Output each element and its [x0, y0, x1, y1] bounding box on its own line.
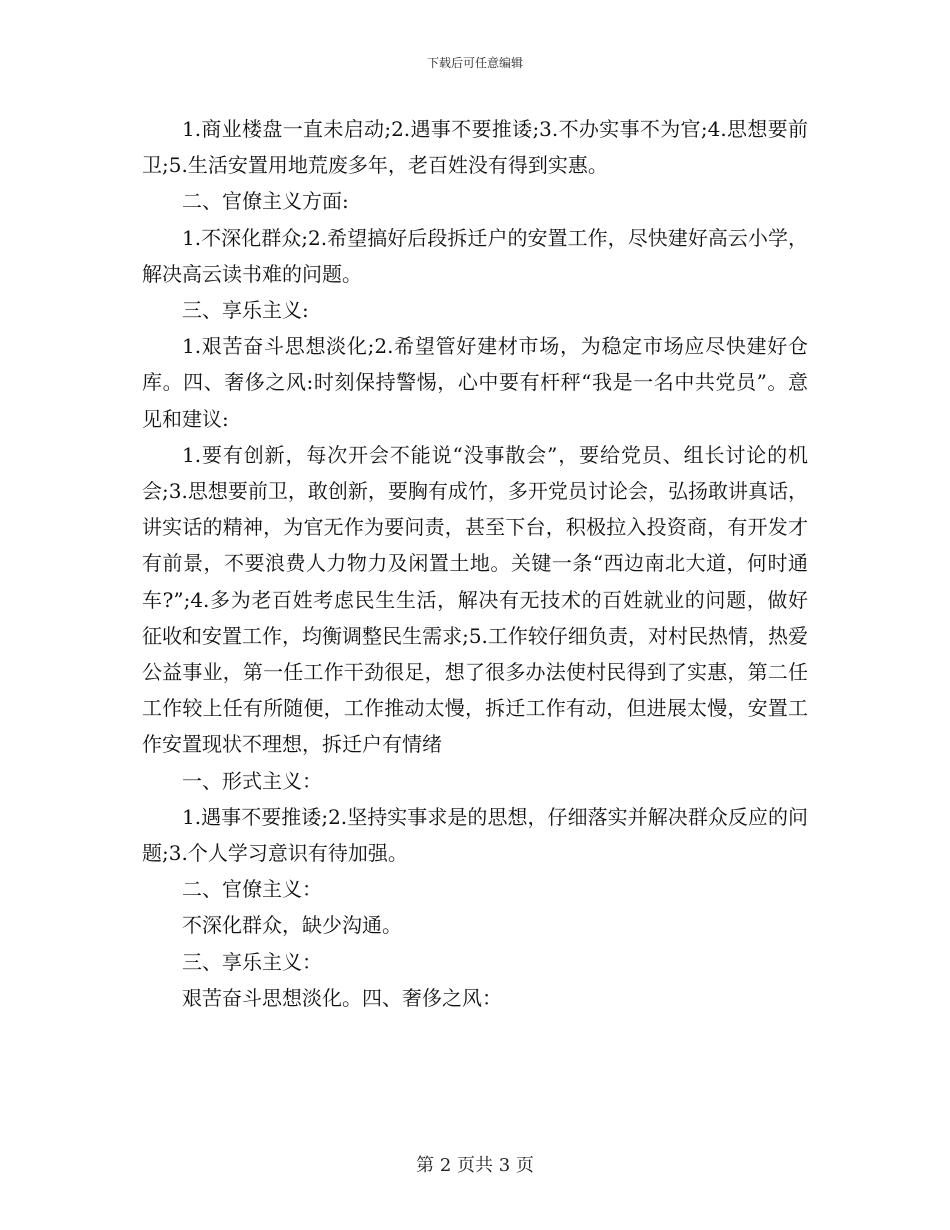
- paragraph-2: 二、官僚主义方面:: [182, 189, 349, 214]
- paragraph-4: 三、享乐主义:: [182, 298, 309, 323]
- paragraph-9: 二、官僚主义：: [182, 877, 322, 902]
- paragraph-10: 不深化群众，缺少沟通。: [182, 913, 402, 938]
- paragraph-12: 艰苦奋斗思想淡化。四、奢侈之风：: [182, 985, 502, 1010]
- paragraph-8: 1.遇事不要推诿;2.坚持实事求是的思想，仔细落实并解决群众反应的问题;3.个人学习意识有待加强。: [142, 804, 808, 866]
- page-number: 第 2 页共 3 页: [416, 1155, 534, 1176]
- document-body: [142, 111, 808, 1016]
- paragraph-1: 1.商业楼盘一直未启动;2.遇事不要推诿;3.不办实事不为官;4.思想要前卫;5.生活安置用地荒废多年，老百姓没有得到实惠。: [142, 117, 808, 178]
- paragraph-7: 一、形式主义：: [182, 768, 322, 793]
- paragraph-6: 1.要有创新，每次开会不能说“没事散会”，要给党员、组长讨论的机会;3.思想要前卫，敢创新，要胸有成竹，多开党员讨论会，弘扬敢讲真话，讲实话的精神，为官无作为要问责，甚至下台，积极拉入投资商，有开发才有前景，不要浪费人力物力及闲置土地。关键一条“西边南北大道，何时通车?”;4.多为老百姓考虑民生生活，解决有无技术的百姓就业的问题，做好征收和安置工作，均衡调整民生需求;5.工作较仔细负责，对村民热情，热爱公益事业，第一任工作干劲很足，想了很多办法使村民得到了实惠，第二任工作较上任有所随便，工作推动太慢，拆迁工作有动，但进展太慢，安置工作安置现状不理想，拆迁户有情绪: [142, 442, 808, 757]
- page-header: 下载后可任意编辑: [426, 56, 523, 70]
- paragraph-11: 三、享乐主义：: [182, 949, 322, 974]
- paragraph-3: 1.不深化群众;2.希望搞好后段拆迁户的安置工作，尽快建好高云小学，解决高云读书难的问题。: [142, 225, 808, 286]
- paragraph-5: 1.艰苦奋斗思想淡化;2.希望管好建材市场，为稳定市场应尽快建好仓库。四、奢侈之风:时刻保持警惕，心中要有杆秤“我是一名中共党员”。意见和建议:: [142, 334, 808, 431]
